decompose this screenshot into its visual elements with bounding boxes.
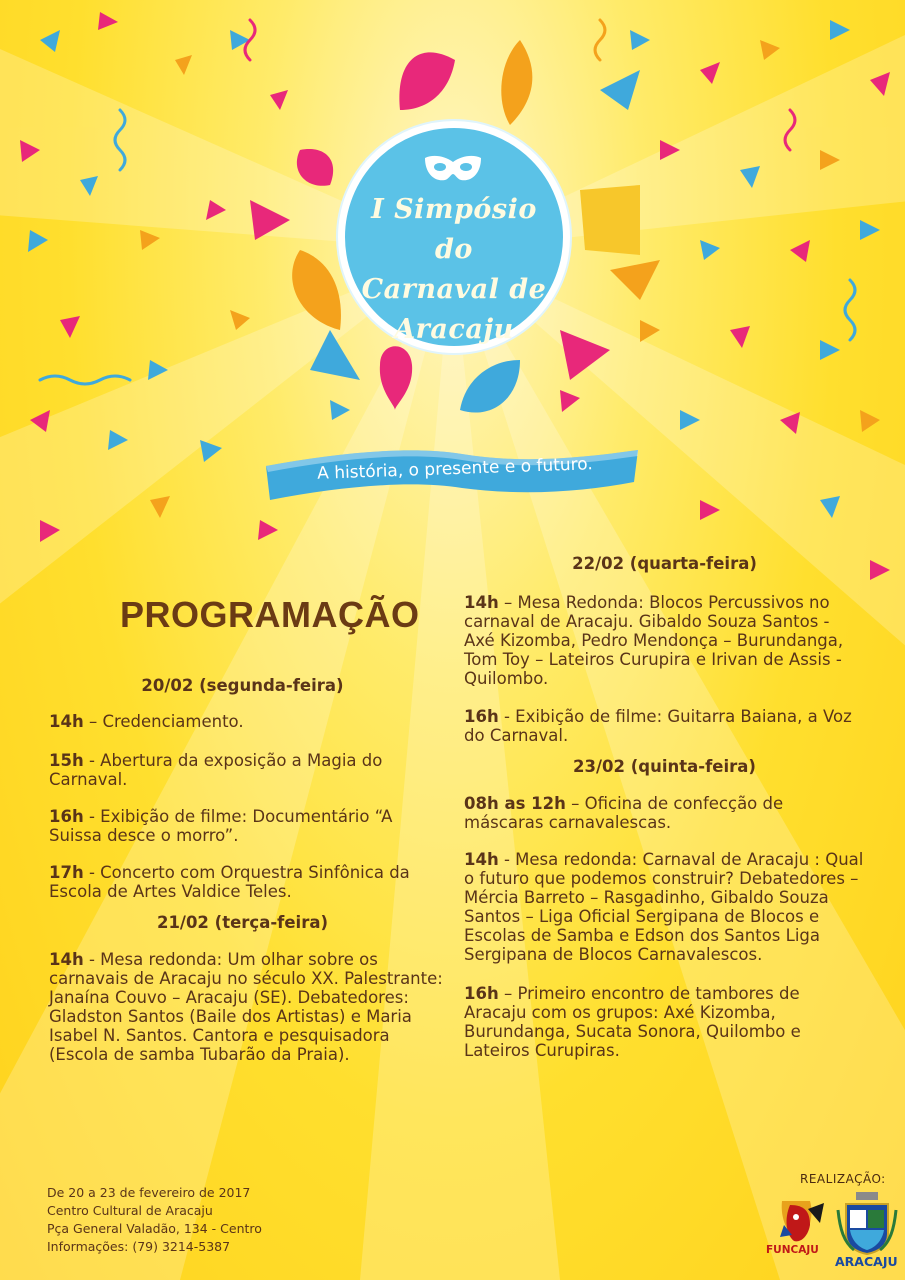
item-text: - Mesa redonda: Carnaval de Aracaju : Qual o futuro que podemos construir? Debatedores – Mércia Barreto – Rasgadinho, Gibaldo Souza Santos – Liga Oficial Sergipana de Blocos e Escolas de Samba e Edson dos Santos Liga Sergipana de Blocos Carnavalescos. xyxy=(464,850,864,964)
item-time: 16h xyxy=(464,984,499,1003)
item-time: 08h as 12h xyxy=(464,794,566,813)
event-title xyxy=(352,190,556,350)
funcaju-logo-text: FUNCAJU xyxy=(766,1244,819,1256)
tagline: A história, o presente e o futuro. xyxy=(316,454,594,484)
schedule-item xyxy=(464,794,865,832)
schedule-item xyxy=(49,807,446,845)
day-heading: 20/02 (segunda-feira) xyxy=(141,676,344,695)
item-text: - Exibição de filme: Guitarra Baiana, a Voz do Carnaval. xyxy=(464,707,852,745)
item-text: – Oficina de confecção de máscaras carnavalescas. xyxy=(464,794,784,832)
item-text: – Mesa Redonda: Blocos Percussivos no carnaval de Aracaju. Gibaldo Souza Santos - Axé Kizomba, Pedro Mendonça – Burundanga, Tom Toy – Lateiros Curupira e Irivan de Assis - Quilombo. xyxy=(464,593,844,688)
schedule-item xyxy=(49,950,446,1064)
event-address: Pça General Valadão, 134 - Centro xyxy=(47,1221,262,1236)
mask-icon xyxy=(423,152,483,186)
item-time: 16h xyxy=(49,807,84,826)
schedule-item xyxy=(49,712,446,731)
schedule-item xyxy=(464,984,865,1060)
item-time: 14h xyxy=(49,712,84,731)
schedule-item xyxy=(49,751,446,789)
schedule-item xyxy=(464,593,865,688)
event-venue: Centro Cultural de Aracaju xyxy=(47,1203,213,1218)
schedule-item xyxy=(49,863,446,901)
item-text: - Mesa redonda: Um olhar sobre os carnavais de Aracaju no século XX. Palestrante: Janaína Couvo – Aracaju (SE). Debatedores: Gladston Santos (Baile dos Artistas) e Maria Isabel N. Santos. Cantora e pesquisadora (Escola de samba Tubarão da Praia). xyxy=(49,950,443,1064)
schedule-item xyxy=(464,707,865,745)
realizacao-label: REALIZAÇÃO: xyxy=(800,1172,886,1186)
item-text: - Exibição de filme: Documentário “A Suissa desce o morro”. xyxy=(49,807,393,845)
title-line-2: Carnaval de xyxy=(361,274,547,305)
title-line-1: I Simpósio do xyxy=(371,194,537,265)
programacao-heading: PROGRAMAÇÃO xyxy=(120,594,420,635)
event-contact: Informações: (79) 3214-5387 xyxy=(47,1239,231,1254)
item-time: 17h xyxy=(49,863,84,882)
item-time: 15h xyxy=(49,751,84,770)
item-time: 14h xyxy=(49,950,84,969)
aracaju-logo-text: ARACAJU xyxy=(835,1254,898,1269)
event-info xyxy=(47,1184,262,1256)
item-text: – Credenciamento. xyxy=(83,712,244,731)
item-text: - Abertura da exposição a Magia do Carnaval. xyxy=(49,751,383,789)
day-heading: 21/02 (terça-feira) xyxy=(156,913,329,932)
item-time: 16h xyxy=(464,707,499,726)
title-line-3: Aracaju xyxy=(394,314,514,345)
schedule-left-column xyxy=(49,676,446,1064)
day-heading: 23/02 (quinta-feira) xyxy=(573,757,756,776)
item-time: 14h xyxy=(464,850,499,869)
day-heading: 22/02 (quarta-feira) xyxy=(572,554,757,573)
event-dates: De 20 a 23 de fevereiro de 2017 xyxy=(47,1185,251,1200)
item-text: – Primeiro encontro de tambores de Aracaju com os grupos: Axé Kizomba, Burundanga, Sucata Sonora, Quilombo e Lateiros Curupiras. xyxy=(464,984,801,1060)
item-time: 14h xyxy=(464,593,499,612)
item-text: - Concerto com Orquestra Sinfônica da Escola de Artes Valdice Teles. xyxy=(49,863,410,901)
schedule-right-column xyxy=(464,554,865,1060)
schedule-item xyxy=(464,850,865,964)
